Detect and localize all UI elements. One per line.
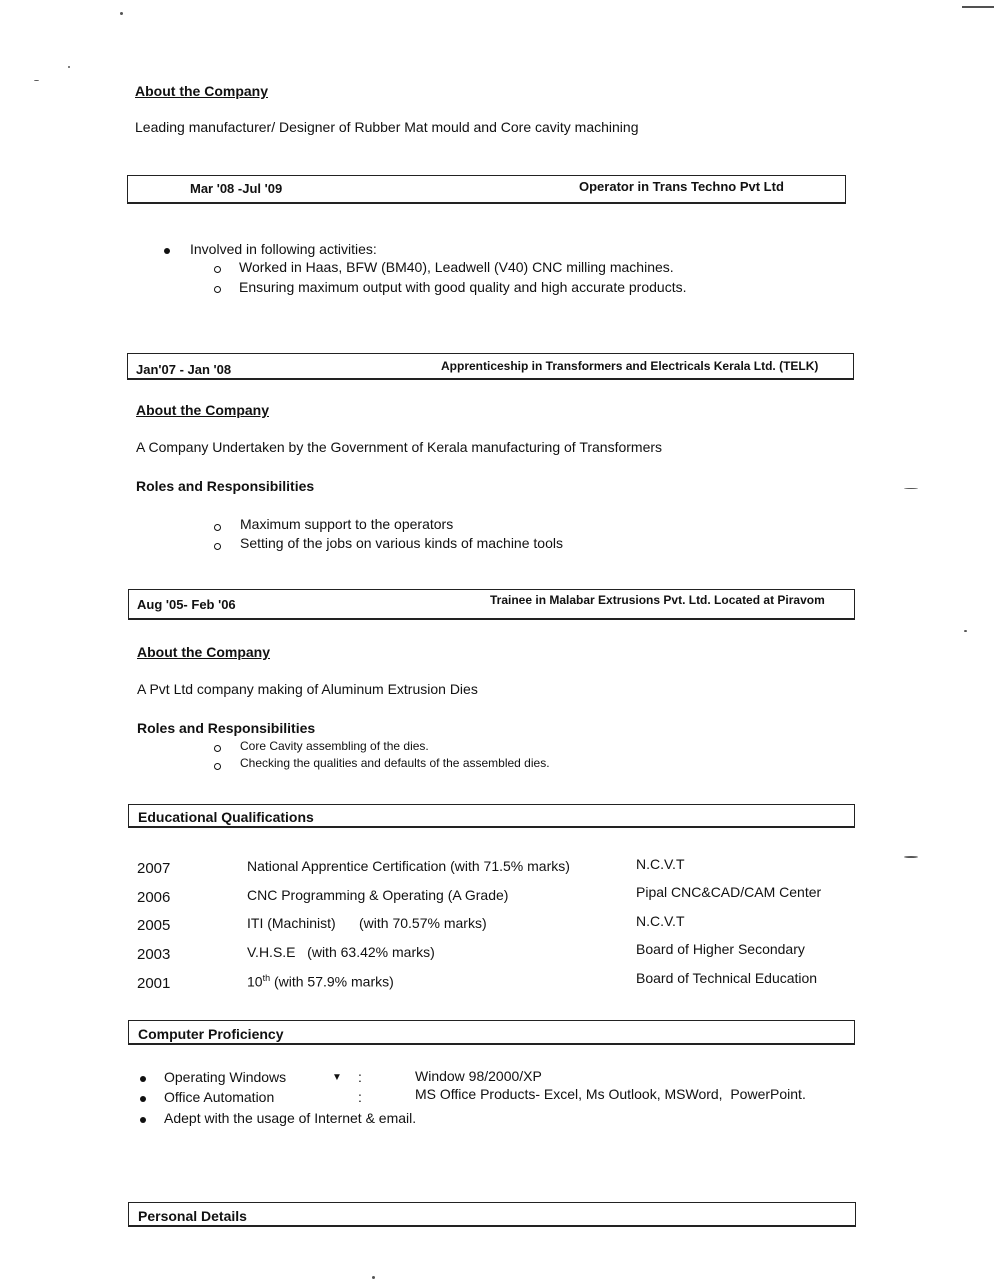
education-heading: Educational Qualifications xyxy=(138,809,314,825)
edu-course: National Apprentice Certification (with 71.5% marks) xyxy=(247,858,570,874)
about-company-text: Leading manufacturer/ Designer of Rubber Mat mould and Core cavity machining xyxy=(135,119,639,135)
edu-course: V.H.S.E (with 63.42% marks) xyxy=(247,944,435,960)
scan-speck xyxy=(68,66,70,68)
computer-header-box xyxy=(128,1020,855,1045)
sub-bullet-circle xyxy=(214,763,221,770)
edu-board: Board of Higher Secondary xyxy=(636,941,805,957)
bullet-dot xyxy=(140,1117,146,1123)
edu-year: 2005 xyxy=(137,917,171,934)
bullet-dot xyxy=(140,1096,146,1102)
edu-year: 2001 xyxy=(137,975,171,992)
bullet-dot xyxy=(164,248,170,254)
role-item: Maximum support to the operators xyxy=(240,516,454,532)
arrow-mark-icon: ▼ xyxy=(332,1072,342,1083)
scan-speck xyxy=(904,488,918,489)
sub-bullet-circle xyxy=(214,524,221,531)
edu-course-prefix: 10 xyxy=(247,973,263,990)
bullet-dot xyxy=(140,1076,146,1082)
scan-speck xyxy=(964,630,967,632)
scan-speck xyxy=(120,12,123,15)
edu-board: Board of Technical Education xyxy=(636,970,818,986)
sub-bullet-circle xyxy=(214,543,221,550)
role-item: Core Cavity assembling of the dies. xyxy=(240,739,429,753)
edu-year: 2007 xyxy=(137,860,171,877)
job-period: Mar '08 -Jul '09 xyxy=(190,181,283,196)
computer-heading: Computer Proficiency xyxy=(138,1026,284,1042)
personal-heading: Personal Details xyxy=(138,1208,247,1224)
sub-bullet-circle xyxy=(214,266,221,273)
activity-item: Worked in Haas, BFW (BM40), Leadwell (V40) CNC milling machines. xyxy=(239,259,674,275)
personal-header-box xyxy=(128,1202,856,1227)
job-period: Aug '05- Feb '06 xyxy=(137,597,236,612)
scan-speck xyxy=(904,856,918,858)
edu-course-suffix: (with 57.9% marks) xyxy=(270,973,394,990)
scan-speck xyxy=(34,80,39,81)
job-header-box xyxy=(128,589,855,620)
roles-heading: Roles and Responsibilities xyxy=(136,478,315,494)
edu-course-superscript: th xyxy=(262,973,271,983)
job-header-box xyxy=(127,175,846,204)
about-company-text: A Pvt Ltd company making of Aluminum Extrusion Dies xyxy=(137,681,478,697)
about-company-text: A Company Undertaken by the Government of Kerala manufacturing of Transformers xyxy=(136,439,663,455)
scan-speck xyxy=(372,1276,375,1279)
edu-board: N.C.V.T xyxy=(636,913,685,929)
edu-course xyxy=(247,973,394,990)
scan-mark xyxy=(962,6,994,8)
computer-item-separator: : xyxy=(358,1069,362,1085)
edu-course: ITI (Machinist) (with 70.57% marks) xyxy=(247,915,487,931)
computer-item-label: Adept with the usage of Internet & email. xyxy=(164,1110,417,1126)
about-company-heading: About the Company xyxy=(135,83,268,99)
computer-item-separator: : xyxy=(358,1089,362,1105)
about-company-heading: About the Company xyxy=(136,402,269,418)
computer-item-label: Operating Windows xyxy=(164,1069,287,1085)
job-header-box xyxy=(127,353,854,380)
job-title: Trainee in Malabar Extrusions Pvt. Ltd. Located at Piravom xyxy=(490,593,825,607)
computer-item-value: Window 98/2000/XP xyxy=(415,1068,542,1084)
computer-item-label: Office Automation xyxy=(164,1089,275,1105)
role-item: Checking the qualities and defaults of the assembled dies. xyxy=(240,756,550,770)
edu-board: N.C.V.T xyxy=(636,856,685,872)
edu-year: 2003 xyxy=(137,946,171,963)
about-company-heading: About the Company xyxy=(137,644,270,660)
job-title: Apprenticeship in Transformers and Electricals Kerala Ltd. (TELK) xyxy=(441,359,819,373)
job-period: Jan'07 - Jan '08 xyxy=(136,362,232,377)
roles-heading: Roles and Responsibilities xyxy=(137,720,316,736)
activity-bullet: Involved in following activities: xyxy=(190,241,377,257)
computer-item-value: MS Office Products- Excel, Ms Outlook, MSWord, PowerPoint. xyxy=(415,1086,806,1102)
edu-board: Pipal CNC&CAD/CAM Center xyxy=(636,884,822,900)
education-header-box xyxy=(128,804,855,828)
job-title: Operator in Trans Techno Pvt Ltd xyxy=(579,179,784,194)
sub-bullet-circle xyxy=(214,286,221,293)
sub-bullet-circle xyxy=(214,745,221,752)
role-item: Setting of the jobs on various kinds of machine tools xyxy=(240,535,563,551)
edu-year: 2006 xyxy=(137,889,171,906)
edu-course: CNC Programming & Operating (A Grade) xyxy=(247,887,509,903)
activity-item: Ensuring maximum output with good quality and high accurate products. xyxy=(239,279,687,295)
